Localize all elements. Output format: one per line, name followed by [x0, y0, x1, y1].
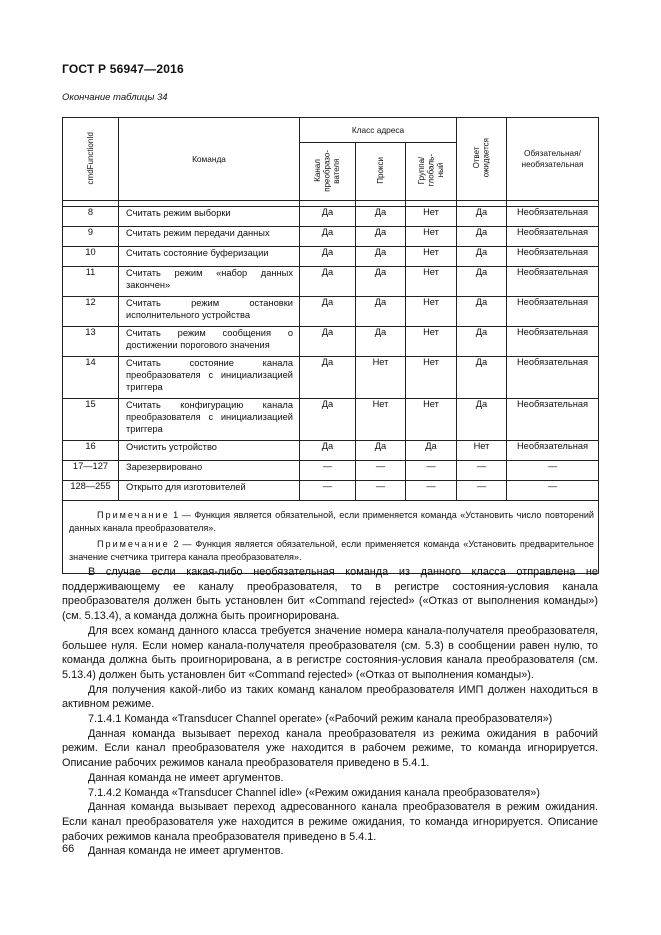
table-row: 128—255 Открыто для изготовителей — — — — —: [63, 481, 599, 501]
section-heading-7-1-4-2: 7.1.4.2 Команда «Transducer Channel idle» («Режим ожидания канала преобразователя»): [88, 786, 540, 799]
header-proxy: Прокси: [356, 143, 406, 201]
table-row: 17—127 Зарезервировано — — — — —: [63, 461, 599, 481]
notes-row: [63, 501, 599, 574]
paragraph: В случае если какая-либо необязательная команда из данного класса отправлена не поддерживающему ее каналу преобразователя, то в регистре состояния-условия канала преобразователя должен быть установлен бит «Command rejected» («Отказ от выполнения команды») (см. 5.13.4), а команда должна быть проигнорирована.: [62, 566, 598, 623]
table-row: 8 Считать режим выборки Да Да Нет Да Необязательная: [63, 207, 599, 227]
note-2: Примечание 2 — Функция является обязательной, если применяется команда «Установить предварительное значение счетчика триггера канала преобразователя».: [69, 539, 594, 562]
body-text: [62, 565, 598, 859]
table-row: 11 Считать режим «набор данных закончен» Да Да Нет Да Необязательная: [63, 267, 599, 297]
paragraph: Данная команда вызывает переход адресованного канала преобразователя в режим ожидания. Если канал преобразователя уже находится в режиме ожидания, то команда игнорируется. Описание рабочих режимов канала преобразователя приведено в 5.4.1.: [62, 801, 598, 843]
header-group: Группа/ глобаль- ный: [406, 143, 457, 201]
standard-header: ГОСТ Р 56947—2016: [62, 62, 184, 76]
commands-table: [62, 117, 599, 574]
paragraph: Для всех команд данного класса требуется значение номера канала-получателя преобразователя, большее нуля. Если номер канала-получателя преобразователя (см. 5.3) в сообщении равен нулю, то команда должна быть проигнорирована, а в регистре состояния-условия канала преобразователя (см. 5.13.4) должен быть установлен бит «Command rejected» («Отказ от выполнения команды»).: [62, 624, 598, 681]
header-mandatory: Обязательная/ необязательная: [507, 118, 599, 201]
header-address-class: Класс адреса: [300, 118, 457, 143]
table-row: 9 Считать режим передачи данных Да Да Нет Да Необязательная: [63, 227, 599, 247]
section-heading-7-1-4-1: 7.1.4.1 Команда «Transducer Channel operate» («Рабочий режим канала преобразователя»): [88, 713, 553, 726]
paragraph: Данная команда не имеет аргументов.: [88, 771, 284, 784]
paragraph: Данная команда вызывает переход канала преобразователя из режима ожидания в рабочий режим. Если канал преобразователя уже находится в рабочем режиме, то команда игнорируется. Описание рабочих режимов канала преобразователя приведено в 5.4.1.: [62, 727, 598, 770]
header-id: cmdFunctionId: [63, 118, 119, 201]
header-command: Команда: [119, 118, 300, 201]
table-row: 14 Считать состояние канала преобразователя с инициализацией триггера Да Нет Нет Да Необязательная: [63, 357, 599, 399]
paragraph: Данная команда не имеет аргументов.: [88, 845, 284, 858]
table-row: 12 Считать режим остановки исполнительного устройства Да Да Нет Да Необязательная: [63, 297, 599, 327]
note-1: Примечание 1 — Функция является обязательной, если применяется команда «Установить число повторений данных канала преобразователя».: [69, 510, 594, 533]
paragraph: Для получения какой-либо из таких команд каналом преобразователя ИМП должен находиться в активном режиме.: [62, 683, 598, 711]
table-body: [63, 207, 599, 574]
table-row: 13 Считать режим сообщения о достижении порогового значения Да Да Нет Да Необязательная: [63, 327, 599, 357]
table-row: 15 Считать конфигурацию канала преобразователя с инициализацией триггера Да Нет Нет Да Необязательная: [63, 399, 599, 441]
header-reply: Ответ ожидается: [457, 118, 507, 201]
table-row: 10 Считать состояние буферизации Да Да Нет Да Необязательная: [63, 247, 599, 267]
header-channel: Канал преобразо- вателя: [300, 143, 356, 201]
table-caption: Окончание таблицы 34: [62, 92, 168, 103]
page-number: 66: [62, 843, 75, 855]
table-row: 16 Очистить устройство Да Да Да Нет Необязательная: [63, 441, 599, 461]
